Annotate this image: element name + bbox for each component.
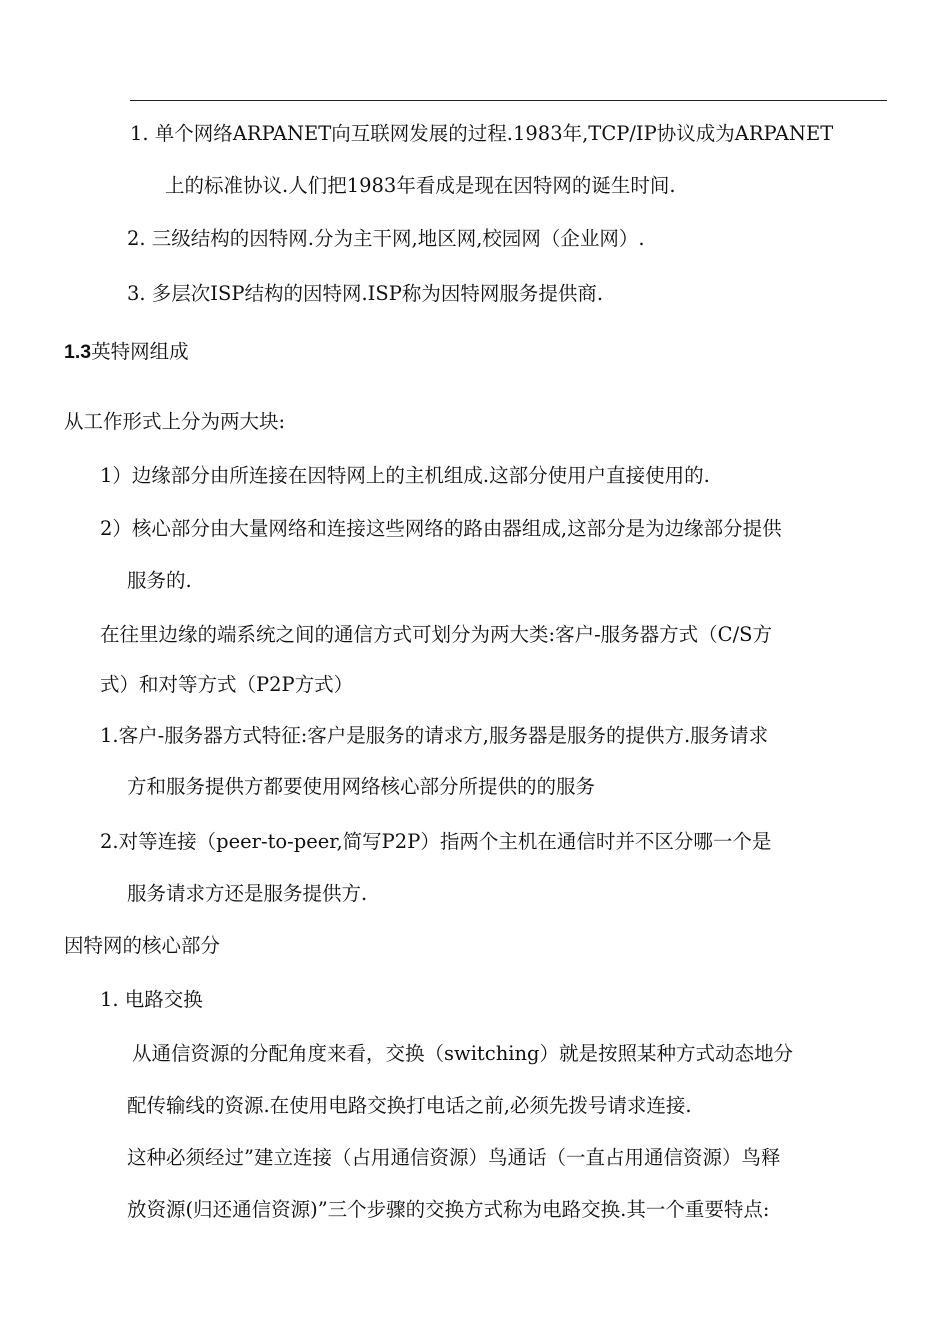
composition-intro: 从工作形式上分为两大块:	[64, 410, 286, 433]
circuit-paragraph-line-1: 这种必须经过”建立连接（占用通信资源）鸟通话（一直占用通信资源）鸟释	[127, 1146, 781, 1169]
section-heading	[64, 338, 189, 366]
circuit-paragraph-line-2: 放资源(归还通信资源)”三个步骤的交换方式称为电路交换.其一个重要特点:	[127, 1198, 770, 1221]
header-rule	[130, 100, 887, 101]
circuit-switching-item: 1. 电路交换	[100, 988, 203, 1011]
section-number: 1.3	[64, 341, 92, 363]
switching-paragraph-line-2: 配传输线的资源.在使用电路交换打电话之前,必须先拨号请求连接.	[127, 1094, 692, 1117]
history-item-3: 3. 多层次ISP结构的因特网.ISP称为因特网服务提供商.	[127, 282, 604, 305]
communication-modes-line-1: 在往里边缘的端系统之间的通信方式可划分为两大类:客户-服务器方式（C/S方	[100, 623, 773, 646]
core-part-item-line-1: 2）核心部分由大量网络和连接这些网络的路由器组成,这部分是为边缘部分提供	[100, 517, 782, 540]
p2p-item-line-1: 2.对等连接（peer-to-peer,简写P2P）指两个主机在通信时并不区分哪一个是	[100, 830, 772, 853]
history-item-2: 2. 三级结构的因特网.分为主干网,地区网,校园网（企业网）.	[127, 227, 645, 250]
history-item-1-line-2: 上的标准协议.人们把1983年看成是现在因特网的诞生时间.	[165, 174, 676, 197]
client-server-item-line-2: 方和服务提供方都要使用网络核心部分所提供的的服务	[127, 775, 596, 798]
core-part-item-line-2: 服务的.	[127, 569, 192, 592]
edge-part-item: 1）边缘部分由所连接在因特网上的主机组成.这部分使用户直接使用的.	[100, 464, 710, 487]
communication-modes-line-2: 式）和对等方式（P2P方式）	[100, 673, 354, 696]
switching-paragraph-line-1: 从通信资源的分配角度来看，交换（switching）就是按照某种方式动态地分	[132, 1042, 794, 1065]
section-title: 英特网组成	[91, 340, 189, 363]
core-section-title: 因特网的核心部分	[64, 934, 221, 957]
history-item-1-line-1: 1. 单个网络ARPANET向互联网发展的过程.1983年,TCP/IP协议成为ARPANET	[130, 122, 834, 145]
client-server-item-line-1: 1.客户-服务器方式特征:客户是服务的请求方,服务器是服务的提供方.服务请求	[100, 724, 769, 747]
p2p-item-line-2: 服务请求方还是服务提供方.	[127, 882, 368, 905]
